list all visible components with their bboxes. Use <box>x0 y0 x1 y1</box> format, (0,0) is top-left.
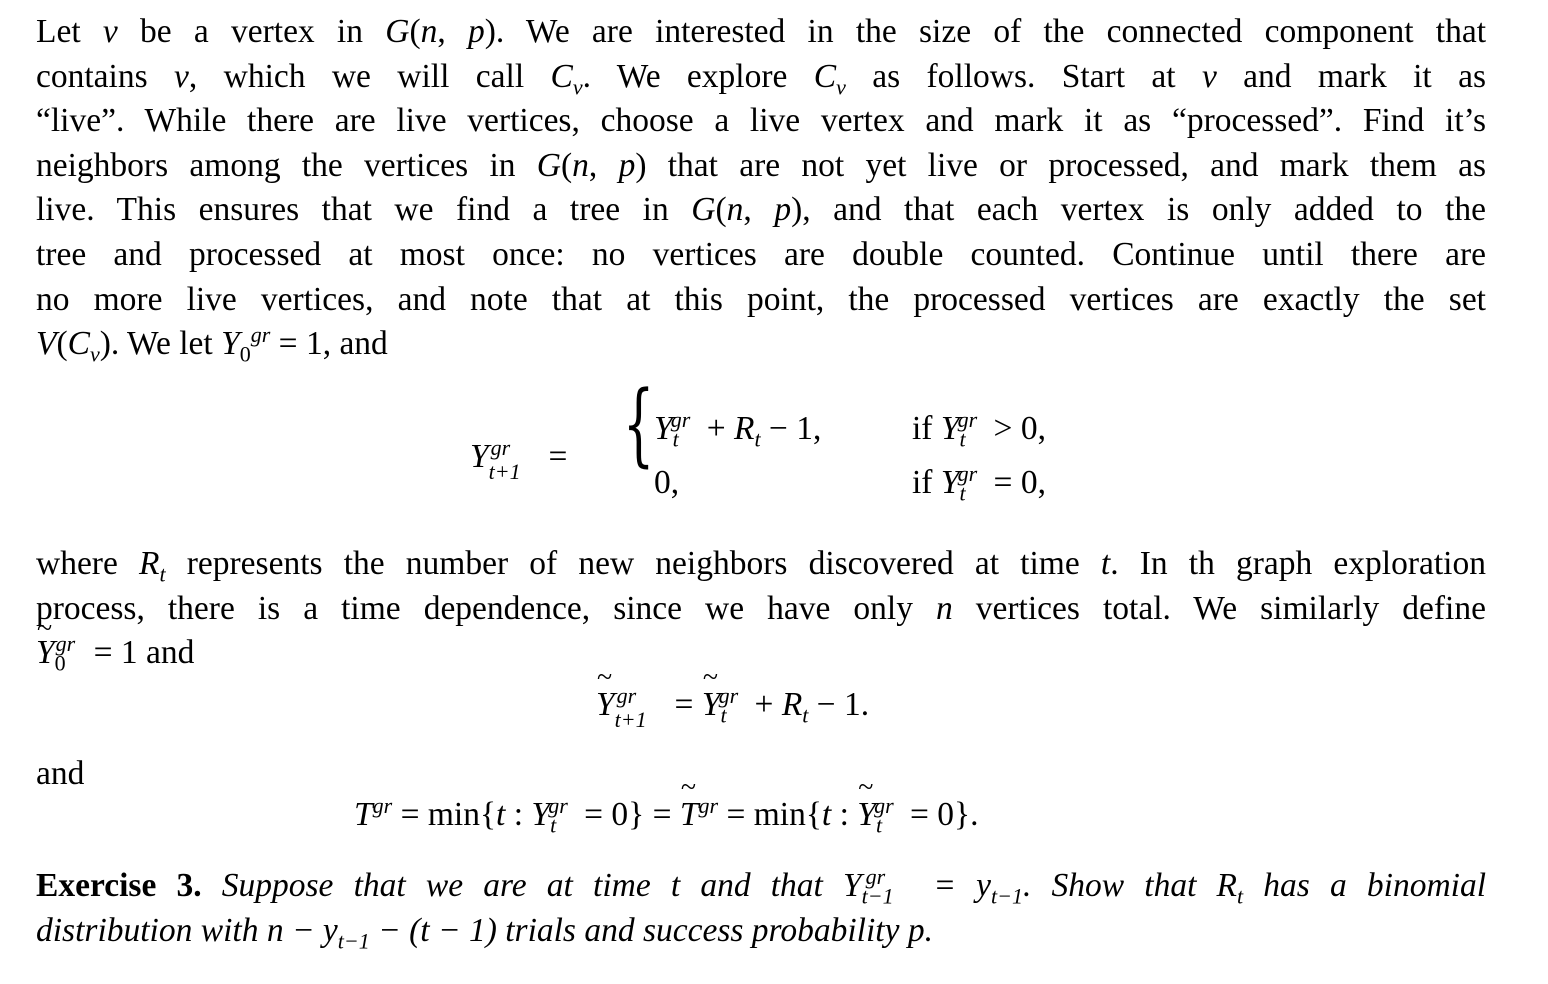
text-line: ~ $Y_0^{gr} = 1$ and <box>36 631 1486 676</box>
case2-condition: if $Y_t^{gr} = 0$, <box>912 460 1046 506</box>
paragraph-time-dependence <box>36 542 1486 676</box>
text-line: neighbors among the vertices in G(n, p) that are not yet live or processed, and mark them as <box>36 146 1486 184</box>
text-line: process, there is a time dependence, since we have only n vertices total. We similarly define <box>36 589 1486 627</box>
exercise-label: Exercise 3. <box>36 867 202 904</box>
text-line: live. This ensures that we find a tree in G(n, p), and that each vertex is only added to the <box>36 191 1486 229</box>
case1-expression: $Y_t^{gr} + R_t - 1$, <box>654 406 822 452</box>
text-line: no more live vertices, and note that at this point, the processed vertices are exactly the set <box>36 280 1486 318</box>
text-line: tree and processed at most once: no vertices are double counted. Continue until there are <box>36 235 1486 273</box>
text-line: $V(C_v)$. We let $Y_0^{gr} = 1$, and <box>36 322 388 367</box>
text-line: Exercise 3. Suppose that we are at time t and that $Y_{t-1}^{gr} = y_{t-1}$. Show that $R_t$ has a binomial <box>36 863 1487 909</box>
equation-y-tilde: ~ $Y_{t+1}^{gr}$ = ~ $Y_t^{gr} + R_t - 1$. <box>596 686 869 724</box>
case2-expression: 0, <box>654 464 680 501</box>
case1-condition: if $Y_t^{gr} > 0$, <box>912 406 1046 452</box>
text-line: where $R_t$ represents the number of new neighbors discovered at time t. In th graph exploration <box>36 545 1486 587</box>
text-line: contains v, which we will call $C_v$. We explore $C_v$ as follows. Start at v and mark it as <box>36 57 1486 100</box>
text-line: Let v be a vertex in G(n, p). We are interested in the size of the connected component that <box>36 13 1487 50</box>
equation-lhs: $Y_{t+1}^{gr}$ = <box>470 434 568 484</box>
equation-piecewise-y <box>470 372 1110 508</box>
document-page <box>36 10 1487 954</box>
left-brace: { <box>622 372 655 477</box>
equation-stopping-time: $T^{gr} = \min\{t$ : $Y_t^{gr} = 0$} = ~ $T^{gr} = \min\{t$ : ~ $Y_t^{gr} = 0$}. <box>354 796 978 834</box>
text-line: distribution with $n - y_{t-1} - (t - 1)$ trials and success probability p. <box>36 911 933 954</box>
text-line: “live”. While there are live vertices, choose a live vertex and mark it as “processed”. Find it’s <box>36 102 1486 140</box>
exercise-3 <box>36 864 1486 953</box>
paragraph-exploration-intro <box>36 10 1486 367</box>
and-word: and <box>36 755 85 792</box>
